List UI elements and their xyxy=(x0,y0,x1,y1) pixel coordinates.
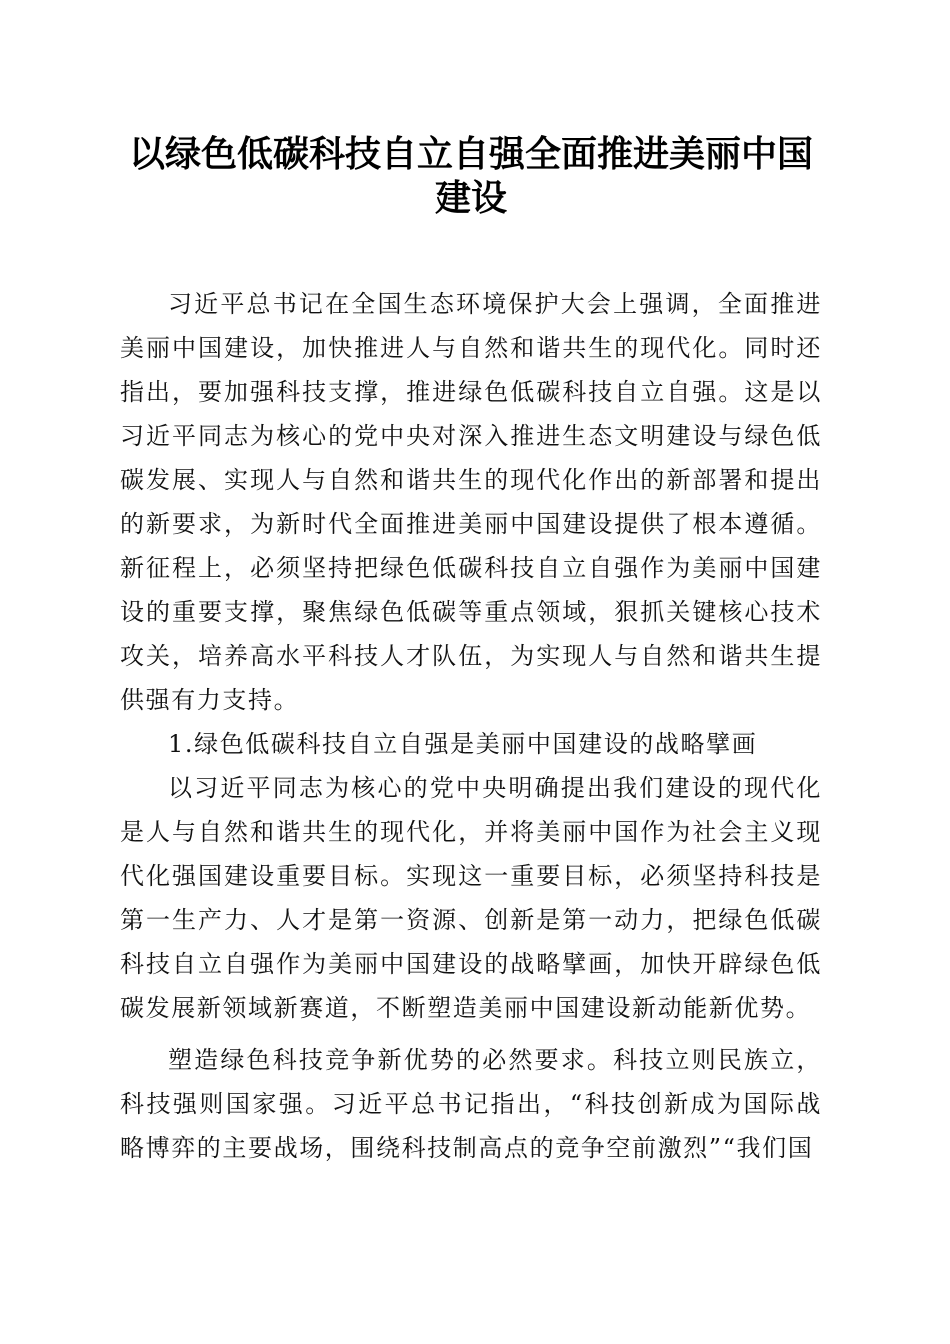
intro-paragraph: 习近平总书记在全国生态环境保护大会上强调，全面推进美丽中国建设，加快推进人与自然和谐共生的现代化。同时还指出，要加强科技支撑，推进绿色低碳科技自立自强。这是以习近平同志为核心的党中央对深入推进生态文明建设与绿色低碳发展、实现人与自然和谐共生的现代化作出的新部署和提出的新要求，为新时代全面推进美丽中国建设提供了根本遵循。新征程上，必须坚持把绿色低碳科技自立自强作为美丽中国建设的重要支撑，聚焦绿色低碳等重点领域，狠抓关键核心技术攻关，培养高水平科技人才队伍，为实现人与自然和谐共生提供强有力支持。 xyxy=(120,290,822,714)
subsection-paragraph: 塑造绿色科技竞争新优势的必然要求。科技立则民族立，科技强则国家强。习近平总书记指出，“科技创新成为国际战略博弈的主要战场，围绕科技制高点的竞争空前激烈”“我们国 xyxy=(120,1046,822,1162)
document-page xyxy=(120,132,822,1170)
document-title: 以绿色低碳科技自立自强全面推进美丽中国建设 xyxy=(128,133,813,219)
section-paragraph: 以习近平同志为核心的党中央明确提出我们建设的现代化是人与自然和谐共生的现代化，并将美丽中国作为社会主义现代化强国建设重要目标。实现这一重要目标，必须坚持科技是第一生产力、人才是第一资源、创新是第一动力，把绿色低碳科技自立自强作为美丽中国建设的战略擘画，加快开辟绿色低碳发展新领域新赛道，不断塑造美丽中国建设新动能新优势。 xyxy=(120,774,822,1022)
section-heading: 1.绿色低碳科技自立自强是美丽中国建设的战略擘画 xyxy=(168,730,758,758)
